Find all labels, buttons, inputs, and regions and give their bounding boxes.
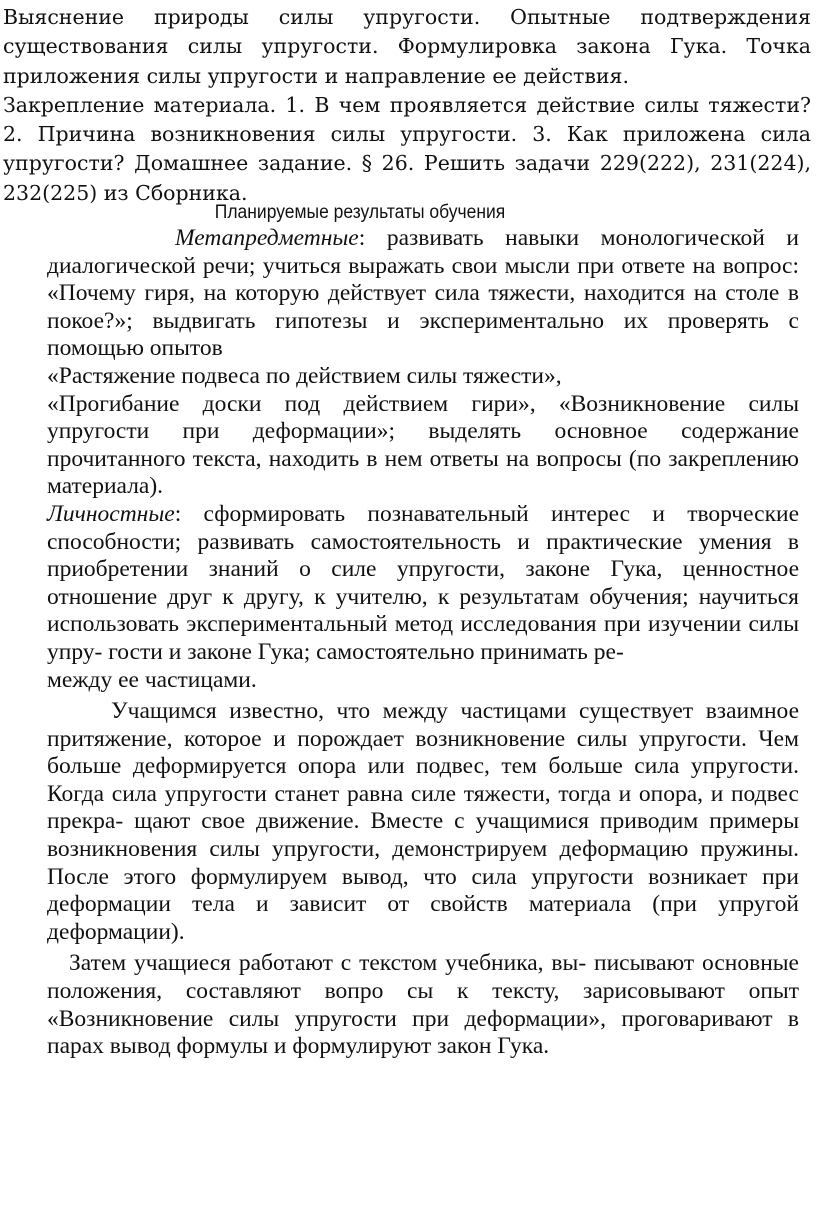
learning-outcomes (47, 225, 799, 1061)
personal-paragraph (47, 501, 799, 667)
lesson-intro (3, 3, 811, 208)
metasubject-paragraph (47, 225, 799, 363)
metasubject-label: Метапредметные (175, 225, 359, 251)
intro-paragraph-topics: Выяснение природы силы упругости. Опытные подтверждения существования силы упругости. Формулировка закона Гука. Точка приложения силы упругости и направление ее действия. (3, 5, 811, 88)
section-heading: Планируемые результаты обучения (214, 202, 506, 223)
intro-paragraph-consolidation: Закрепление материала. 1. В чем проявляется действие силы тяжести? 2. Причина возникновения силы упругости. 3. Как приложена сила упругости? Домашнее задание. § 26. Решить задачи 229(222), 231(224), 232(225) из Сборника. (3, 92, 811, 205)
students-paragraph: Учащимся известно, что между частицами существует взаимное притяжение, которое и порождает возникновение силы упругости. Чем больше деформируется опора или подвес, тем больше сила упругости. Когда сила упругости станет равна силе тяжести, тогда и опора, и подвес прекра- щают свое движение. Вместе с учащимися приводим примеры возникновения силы упругости, демонстрируем деформацию пружины. После этого формулируем вывод, что сила упругости возникает при деформации тела и зависит от свойств материала (при упругой деформации). (47, 698, 799, 945)
personal-label: Личностные (47, 500, 175, 527)
personal-text: : сформировать познавательный интерес и творческие способности; развивать самостоятельность и практические умения в приобретении знаний о силе упругости, законе Гука, ценностное отношение друг к другу, к учителю, к результатам обучения; научиться использовать экспериментальный метод исследования при изучении силы упру- гости и законе Гука; самостоятельно принимать ре- (47, 500, 799, 665)
metasubject-experiment-1: «Растяжение подвеса по действием силы тяжести», (47, 362, 562, 389)
personal-tail: между ее частицами. (47, 666, 257, 693)
metasubject-experiment-2: «Прогибание доски под действием гири», «Возникновение силы упругости при деформации»; выделять основное содержание прочитанного текста, находить в нем ответы на вопросы (по закреплению материала). (47, 390, 799, 500)
metasubject-text: : развивать навыки монологической и диалогической речи; учиться выражать свои мысли при ответе на вопрос: «Почему гиря, на которую действует сила тяжести, находится на столе в покое?»; выдвигать гипотезы и экспериментально их проверять с помощью опытов (47, 225, 799, 362)
textbook-paragraph: Затем учащиеся работают с текстом учебника, вы- писывают основные положения, составляют вопро сы к тексту, зарисовывают опыт «Возникновение силы упругости при деформации», проговаривают в парах вывод формулы и формулируют закон Гука. (47, 950, 799, 1060)
